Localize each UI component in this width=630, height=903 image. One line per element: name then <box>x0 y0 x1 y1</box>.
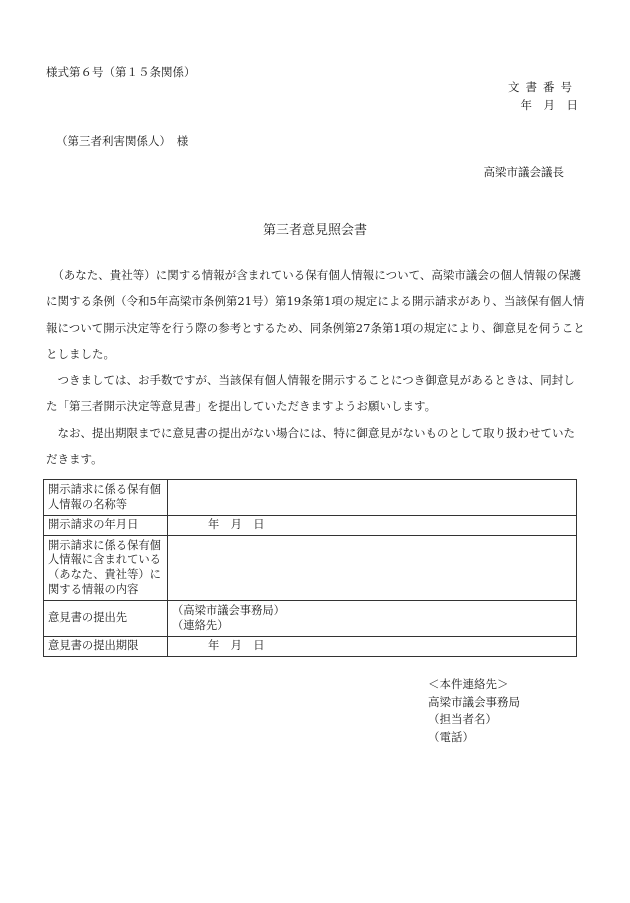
contact-block <box>428 676 520 746</box>
row-label-submission-destination: 意見書の提出先 <box>44 601 168 637</box>
row-value-info-name[interactable] <box>168 480 577 516</box>
body-paragraph-2: つきましては、お手数ですが、当該保有個人情報を開示することにつき御意見があるときは、同封した「第三者開示決定等意見書」を提出していただきますようお願いします。 <box>46 373 575 414</box>
document-title: 第三者意見照会書 <box>262 223 367 238</box>
row-label-request-date: 開示請求の年月日 <box>44 516 168 536</box>
recipient-line: （第三者利害関係人） 様 <box>56 134 189 148</box>
table-row <box>44 637 577 657</box>
contact-person: （担当者名） <box>428 712 497 726</box>
row-value-submission-destination[interactable] <box>168 601 577 637</box>
contact-office: 高梁市議会事務局 <box>428 694 520 709</box>
row-value-info-content[interactable] <box>168 536 577 601</box>
document-date-label: 年 月 日 <box>520 98 578 112</box>
request-info-table <box>43 479 577 657</box>
contact-phone: （電話） <box>428 729 474 744</box>
destination-office: （高梁市議会事務局） <box>172 603 285 617</box>
destination-contact: （連絡先） <box>172 618 229 632</box>
document-number-label: 文書番号 <box>508 80 578 94</box>
body-paragraph-3: なお、提出期限までに意見書の提出がない場合には、特に御意見がないものとして取り扱わせていただきます。 <box>46 425 575 467</box>
contact-heading: ＜本件連絡先＞ <box>428 677 509 691</box>
table-row <box>44 480 577 516</box>
body-text <box>46 262 586 472</box>
row-label-info-content: 開示請求に係る保有個人情報に含まれている（あなた、貴社等）に関する情報の内容 <box>44 536 168 601</box>
row-value-submission-deadline[interactable]: 年 月 日 <box>168 637 577 657</box>
form-number: 様式第６号（第１５条関係） <box>46 65 196 79</box>
table-row <box>44 516 577 536</box>
sender-line: 高梁市議会議長 <box>483 165 564 179</box>
table-row <box>44 536 577 601</box>
table-row <box>44 601 577 637</box>
row-label-info-name: 開示請求に係る保有個人情報の名称等 <box>44 480 168 516</box>
row-value-request-date[interactable]: 年 月 日 <box>168 516 577 536</box>
body-paragraph-1: （あなた、貴社等）に関する情報が含まれている保有個人情報について、高梁市議会の個人情報の保護に関する条例（令和5年高梁市条例第21号）第19条第1項の規定による開示請求があり、当該保有個人情報について開示決定等を行う際の参考とするため、同条例第27条第1項の規定により、御意見を伺うこととしました。 <box>46 268 585 361</box>
row-label-submission-deadline: 意見書の提出期限 <box>44 637 168 657</box>
